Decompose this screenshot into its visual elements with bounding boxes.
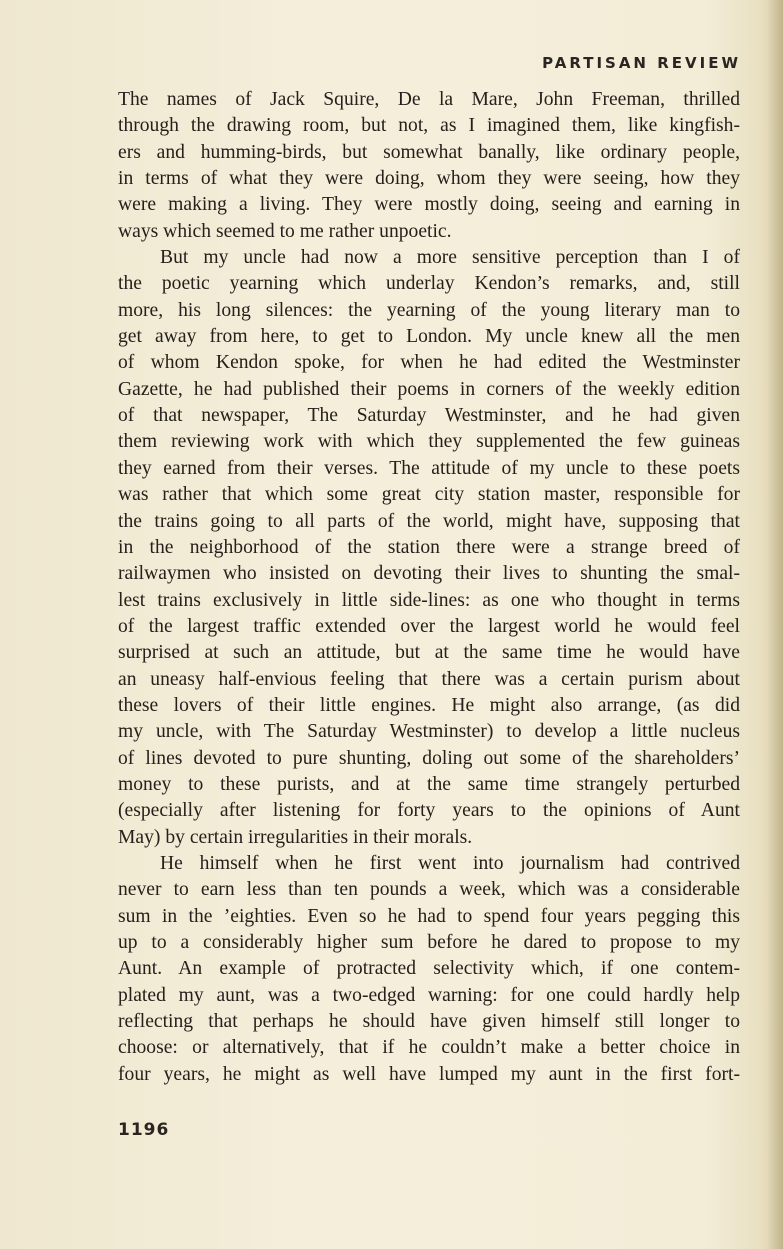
text-line: were making a living. They were mostly doing, seeing and earning in <box>118 194 740 216</box>
text-line: of lines devoted to pure shunting, doling out some of the shareholders’ <box>118 747 740 769</box>
text-line: reflecting that perhaps he should have given himself still longer to <box>118 1011 740 1033</box>
text-line: these lovers of their little engines. He might also arrange, (as did <box>118 694 740 716</box>
text-line: Aunt. An example of protracted selectivity which, if one contem- <box>118 958 740 980</box>
text-line: never to earn less than ten pounds a week, which was a considerable <box>118 879 740 901</box>
text-line: in terms of what they were doing, whom they were seeing, how they <box>118 168 740 190</box>
page-gutter-shadow <box>767 0 783 1249</box>
text-line: But my uncle had now a more sensitive perception than I of <box>160 247 740 269</box>
paragraph-2 <box>118 245 740 851</box>
text-line: get away from here, to get to London. My uncle knew all the men <box>118 326 740 348</box>
text-line: ways which seemed to me rather unpoetic. <box>118 220 452 242</box>
text-line: of whom Kendon spoke, for when he had edited the Westminster <box>118 352 740 374</box>
text-line: ers and humming-birds, but somewhat banally, like ordinary people, <box>118 141 740 163</box>
body-text <box>118 87 740 1088</box>
text-line: sum in the ’eighties. Even so he had to spend four years pegging this <box>118 905 740 927</box>
text-line: May) by certain irregularities in their morals. <box>118 826 473 848</box>
text-line: more, his long silences: the yearning of the young literary man to <box>118 299 740 321</box>
text-line: lest trains exclusively in little side-lines: as one who thought in terms <box>118 589 740 611</box>
text-line: (especially after listening for forty years to the opinions of Aunt <box>118 800 740 822</box>
paragraph-1 <box>118 87 740 245</box>
running-header: PARTISAN REVIEW <box>542 54 741 72</box>
text-line: money to these purists, and at the same time strangely perturbed <box>118 773 740 795</box>
text-line: was rather that which some great city station master, responsible for <box>118 484 740 506</box>
text-line: of that newspaper, The Saturday Westminster, and he had given <box>118 405 740 427</box>
text-line: the trains going to all parts of the world, might have, supposing that <box>118 510 740 532</box>
text-line: in the neighborhood of the station there were a strange breed of <box>118 536 740 558</box>
text-line: they earned from their verses. The attitude of my uncle to these poets <box>118 457 740 479</box>
text-line: up to a considerably higher sum before he dared to propose to my <box>118 932 740 953</box>
text-line: an uneasy half-envious feeling that there was a certain purism about <box>118 668 740 690</box>
text-line: railwaymen who insisted on devoting their lives to shunting the smal- <box>118 563 740 585</box>
text-line: He himself when he first went into journalism had contrived <box>160 852 740 874</box>
text-line: choose: or alternatively, that if he couldn’t make a better choice in <box>118 1037 740 1059</box>
text-line: surprised at such an attitude, but at the same time he would have <box>118 642 740 664</box>
page-number: 1196 <box>118 1120 170 1140</box>
text-line: of the largest traffic extended over the largest world he would feel <box>118 615 740 637</box>
text-line: through the drawing room, but not, as I imagined them, like kingfish- <box>118 115 740 137</box>
text-line: my uncle, with The Saturday Westminster) to develop a little nucleus <box>118 721 740 743</box>
text-line: the poetic yearning which underlay Kendon’s remarks, and, still <box>118 273 740 295</box>
text-line: plated my aunt, was a two-edged warning: for one could hardly help <box>118 984 740 1006</box>
paragraph-3 <box>118 851 740 1088</box>
text-line: them reviewing work with which they supplemented the few guineas <box>118 431 740 453</box>
text-line: Gazette, he had published their poems in corners of the weekly edition <box>118 378 740 400</box>
text-line: The names of Jack Squire, De la Mare, John Freeman, thrilled <box>118 89 740 110</box>
text-line: four years, he might as well have lumped my aunt in the first fort- <box>118 1063 740 1085</box>
